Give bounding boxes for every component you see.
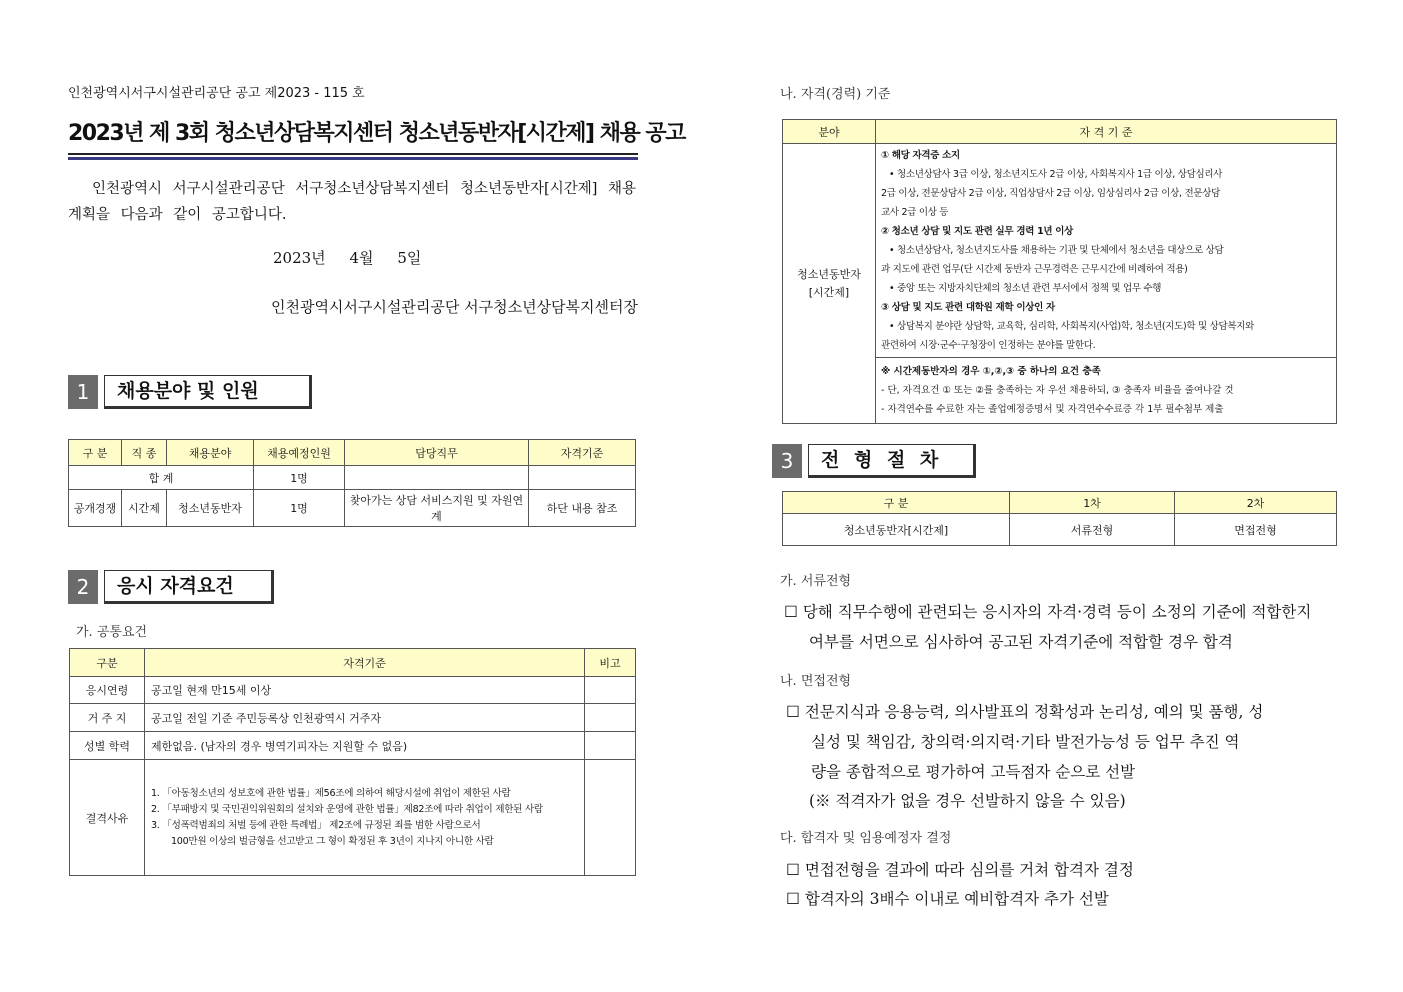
notice-number: 인천광역시서구시설관리공단 공고 제2023 - 115 호 <box>68 86 365 101</box>
col-header: 자격기준 <box>145 649 585 677</box>
table-row <box>783 144 1337 358</box>
final-decision-text: ☐ 면접전형을 결과에 따라 심의를 거쳐 합격자 결정 <box>786 861 1134 879</box>
section-title: 전 형 절 차 <box>808 444 976 478</box>
col-header: 구분 <box>70 649 145 677</box>
col-header: 분야 <box>783 120 876 144</box>
subheading-common: 가. 공통요건 <box>76 625 148 640</box>
col-header: 구 분 <box>783 492 1010 514</box>
title-rule-accent <box>68 157 638 160</box>
procedure-table <box>782 491 1337 546</box>
col-header: 구 분 <box>69 440 122 466</box>
interview-text: ☐ 전문지식과 응용능력, 의사발표의 정확성과 논리성, 예의 및 품행, 성 <box>786 703 1264 721</box>
subheading-qualification: 나. 자격(경력) 기준 <box>780 87 891 102</box>
disqualification-list: 1. 「아동청소년의 성보호에 관한 법률」제56조에 의하여 해당시설에 취업이 제한된 사람 2. 「부패방지 및 국민권익위원회의 설치와 운영에 관한 법률」제82조에 따라 취업이 제한된 사람 3. 「성폭력범죄의 처벌 등에 관한 특례법」 제2조에 규정된 죄를 범한 사람으로서 100만원 이상의 벌금형을 선고받고 그 형이 확정된 후 3년이 지나지 아니한 사람 <box>145 760 585 876</box>
subheading-final: 다. 합격자 및 임용예정자 결정 <box>780 831 952 846</box>
col-header: 담당직무 <box>345 440 529 466</box>
table-row: 청소년동반자[시간제] 서류전형 면접전형 <box>783 514 1337 546</box>
criteria-cell: ① 해당 자격증 소지 • 청소년상담사 3급 이상, 청소년지도사 2급 이상, 사회복지사 1급 이상, 상담심리사 2급 이상, 전문상담사 2급 이상, 직업상담사 2급 이상, 임상심리사 2급 이상, 전문상담 교사 2급 이상 등 ② 청소년 상담 및 지도 관련 실무 경력 1년 이상 • 청소년상담사, 청소년지도사를 채용하는 기관 및 단체에서 청소년을 대상으로 상담 과 지도에 관련 업무(단 시간제 동반자 근무경력은 근무시간에 비례하여 적용) • 중앙 또는 지방자치단체의 청소년 관련 부서에서 정책 및 업무 수행 ③ 상담 및 지도 관련 대학원 재학 이상인 자 • 상담복지 분야란 상담학, 교육학, 심리학, 사회복지(사업)학, 청소년(지도)학 및 상담복지와 관련하여 시장·군수·구청장이 인정하는 분야를 말한다. <box>876 144 1337 358</box>
issuer: 인천광역시서구시설관리공단 서구청소년상담복지센터장 <box>270 298 638 316</box>
field-cell: 청소년동반자 [시간제] <box>783 144 876 424</box>
col-header: 1차 <box>1010 492 1175 514</box>
note-cell: ※ 시간제동반자의 경우 ①,②,③ 중 하나의 요건 충족 - 단, 자격요건 ① 또는 ②를 충족하는 자 우선 채용하되, ③ 충족자 비율을 줄여나갈 것 - 자격연수를 수료한 자는 졸업예정증명서 및 자격연수수료증 각 1부 필수첨부 제출 <box>876 358 1337 424</box>
section-number: 2 <box>68 570 98 604</box>
section-title: 응시 자격요건 <box>104 570 274 604</box>
col-header: 채용분야 <box>167 440 254 466</box>
section-title: 채용분야 및 인원 <box>104 375 312 409</box>
table-row: 성별 학력 제한없음. (남자의 경우 병역기피자는 지원할 수 없음) <box>70 732 636 760</box>
title-rule <box>68 153 638 155</box>
col-header: 2차 <box>1175 492 1337 514</box>
table-row: 공개경쟁 시간제 청소년동반자 1명 찾아가는 상담 서비스지원 및 자원연계 하단 내용 참조 <box>69 490 636 527</box>
document-screening-text: ☐ 당해 직무수행에 관련되는 응시자의 자격·경력 등이 소정의 기준에 적합한지 <box>784 603 1312 621</box>
notice-date: 2023년 4월 5일 <box>273 249 422 267</box>
table-row: 결격사유 1. 「아동청소년의 성보호에 관한 법률」제56조에 의하여 해당시설에 취업이 제한된 사람 2. 「부패방지 및 국민권익위원회의 설치와 운영에 관한 법률」제82조에 따라 취업이 제한된 사람 3. 「성폭력범죄의 처벌 등에 관한 특례법」 제2조에 규정된 죄를 범한 사람으로서 100만원 이상의 벌금형을 선고받고 그 형이 확정된 후 3년이 지나지 아니한 사람 <box>70 760 636 876</box>
table-row: 응시연령 공고일 현재 만15세 이상 <box>70 677 636 704</box>
page-title: 2023년 제 3회 청소년상담복지센터 청소년동반자[시간제] 채용 공고 <box>68 121 685 146</box>
col-header: 자격기준 <box>529 440 636 466</box>
intro-paragraph: 인천광역시 서구시설관리공단 서구청소년상담복지센터 청소년동반자[시간제] 채용계획을 다음과 같이 공고합니다. <box>68 181 636 223</box>
requirements-table <box>69 648 636 876</box>
col-header: 채용예정인원 <box>254 440 345 466</box>
col-header: 비고 <box>585 649 636 677</box>
total-count: 1명 <box>254 466 345 490</box>
section-number: 3 <box>772 444 802 478</box>
subheading-document: 가. 서류전형 <box>780 574 852 589</box>
total-label: 합 계 <box>69 466 254 490</box>
subheading-interview: 나. 면접전형 <box>780 674 852 689</box>
table-row: 거 주 지 공고일 전일 기준 주민등록상 인천광역시 거주자 <box>70 704 636 732</box>
qualification-table <box>782 119 1337 424</box>
section-number: 1 <box>68 375 98 409</box>
col-header: 직 종 <box>122 440 167 466</box>
recruitment-table <box>68 439 636 527</box>
col-header: 자 격 기 준 <box>876 120 1337 144</box>
